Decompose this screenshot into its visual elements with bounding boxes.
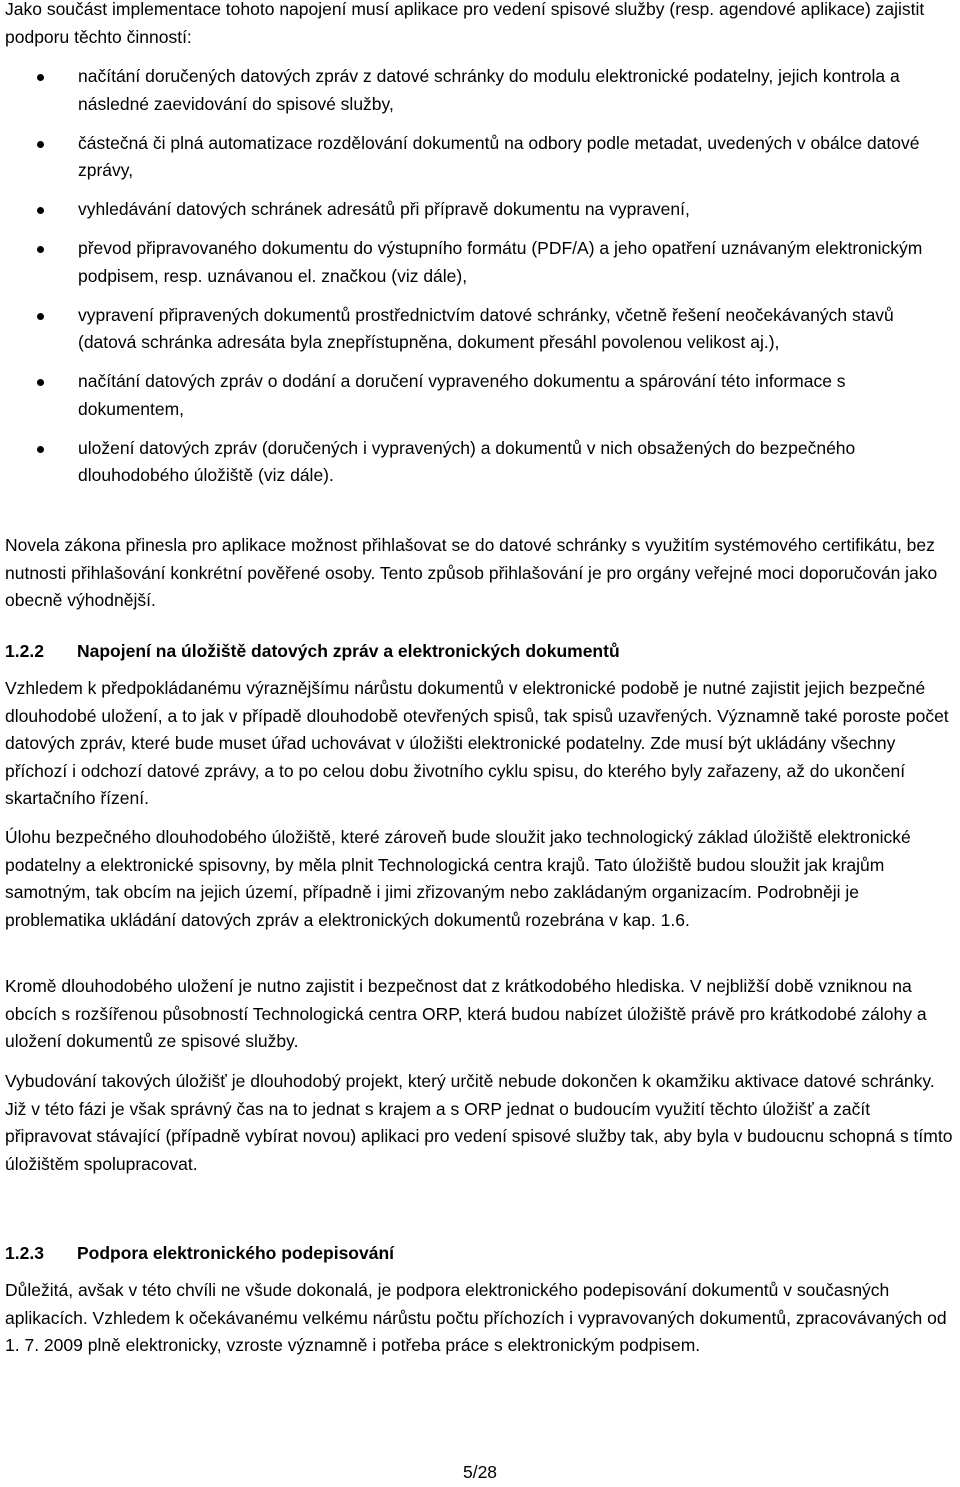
list-item-text: načítání datových zpráv o dodání a doručení vypraveného dokumentu a spárování této informace s dokumentem, — [78, 371, 846, 419]
list-item — [0, 63, 953, 118]
page-number: 5/28 — [462, 1462, 498, 1482]
list-item-text: vyhledávání datových schránek adresátů při přípravě dokumentu na vypravení, — [78, 199, 690, 219]
list-item — [0, 368, 953, 423]
section-paragraph: Vzhledem k předpokládanému výraznějšímu nárůstu dokumentů v elektronické podobě je nutné zajistit jejich bezpečné dlouhodobé uložení, a to jak v případě dlouhodobě otevřených spisů, tak spisů uzavřených. Významně také poroste počet datových zpráv, které bude muset úřad uchovávat v úložišti elektronické podatelny. Zde musí být ukládány všechny příchozí i odchozí datové zprávy, a to po celou dobu životního cyklu spisu, do kterého byly zařazeny, až do ukončení skartačního řízení. — [5, 678, 949, 808]
bullet-icon — [37, 446, 44, 453]
section-paragraph: Úlohu bezpečného dlouhodobého úložiště, které zároveň bude sloužit jako technologický základ úložiště elektronické podatelny a elektronické spisovny, by měla plnit Technologická centra krajů. Tato úložiště budou sloužit jak krajům samotným, tak obcím na jejich území, případně i jimi zřizovaným nebo zakládaným organizacím. Podrobněji je problematika ukládání datových zpráv a elektronických dokumentů rozebrána v kap. 1.6. — [5, 827, 911, 930]
bullet-icon — [37, 313, 44, 320]
section-title: Podpora elektronického podepisování — [77, 1243, 395, 1263]
bullet-icon — [37, 246, 44, 253]
list-item — [0, 435, 953, 490]
novela-paragraph: Novela zákona přinesla pro aplikace možnost přihlašovat se do datové schránky s využitím systémového certifikátu, bez nutnosti přihlašování konkrétní pověřené osoby. Tento způsob přihlašování je pro orgány veřejné moci doporučován jako obecně výhodnější. — [5, 535, 938, 610]
section-paragraph: Vybudování takových úložišť je dlouhodobý projekt, který určitě nebude dokončen k okamžiku aktivace datové schránky. Již v této fázi je však správný čas na to jednat s krajem a s ORP jednat o budoucím využití těchto úložišť a začít připravovat stávající (případně vybírat novou) aplikaci pro vedení spisové služby tak, aby byla v budoucnu schopná s tímto úložištěm spolupracovat. — [5, 1071, 953, 1174]
section-number: 1.2.2 — [5, 641, 44, 661]
section-title: Napojení na úložiště datových zpráv a elektronických dokumentů — [77, 641, 620, 661]
bullet-icon — [37, 141, 44, 148]
section-heading-1-2-3 — [5, 1241, 394, 1265]
list-item — [0, 235, 953, 290]
list-item-text: vypravení připravených dokumentů prostřednictvím datové schránky, včetně řešení neočekávaných stavů (datová schránka adresáta byla znepřístupněna, dokument přesáhl povolenou velikost aj.), — [78, 304, 894, 352]
list-item — [0, 302, 953, 357]
list-item-text: částečná či plná automatizace rozdělování dokumentů na odbory podle metadat, uvedených v obálce datové zprávy, — [78, 132, 920, 180]
bullet-icon — [37, 379, 44, 386]
list-item — [0, 196, 953, 224]
activity-list — [0, 63, 960, 501]
list-item-text: převod připravovaného dokumentu do výstupního formátu (PDF/A) a jeho opatření uznávaným elektronickým podpisem, resp. uznávanou el. značkou (viz dále), — [78, 238, 923, 286]
section-heading-1-2-2 — [5, 639, 620, 663]
list-item-text: uložení datových zpráv (doručených i vypravených) a dokumentů v nich obsažených do bezpečného dlouhodobého úložiště (viz dále). — [78, 437, 856, 485]
list-item-text: načítání doručených datových zpráv z datové schránky do modulu elektronické podatelny, jejich kontrola a následné zaevidování do spisové služby, — [78, 66, 900, 114]
section-paragraph: Důležitá, avšak v této chvíli ne všude dokonalá, je podpora elektronického podepisování dokumentů v současných aplikacích. Vzhledem k očekávanému velkému nárůstu počtu příchozích i vypravovaných dokumentů, zpracovávaných od 1. 7. 2009 plně elektronicky, vzroste významně i potřeba práce s elektronickým podpisem. — [5, 1280, 947, 1355]
intro-paragraph: Jako součást implementace tohoto napojení musí aplikace pro vedení spisové služby (resp. agendové aplikace) zajistit podporu těchto činností: — [5, 0, 925, 47]
bullet-icon — [37, 207, 44, 214]
section-number: 1.2.3 — [5, 1243, 44, 1263]
bullet-icon — [37, 74, 44, 81]
list-item — [0, 130, 953, 185]
section-paragraph: Kromě dlouhodobého uložení je nutno zajistit i bezpečnost dat z krátkodobého hlediska. V nejbližší době vzniknou na obcích s rozšířenou působností Technologická centra ORP, která budou nabízet úložiště právě pro krátkodobé zálohy a uložení dokumentů ze spisové služby. — [5, 976, 927, 1051]
